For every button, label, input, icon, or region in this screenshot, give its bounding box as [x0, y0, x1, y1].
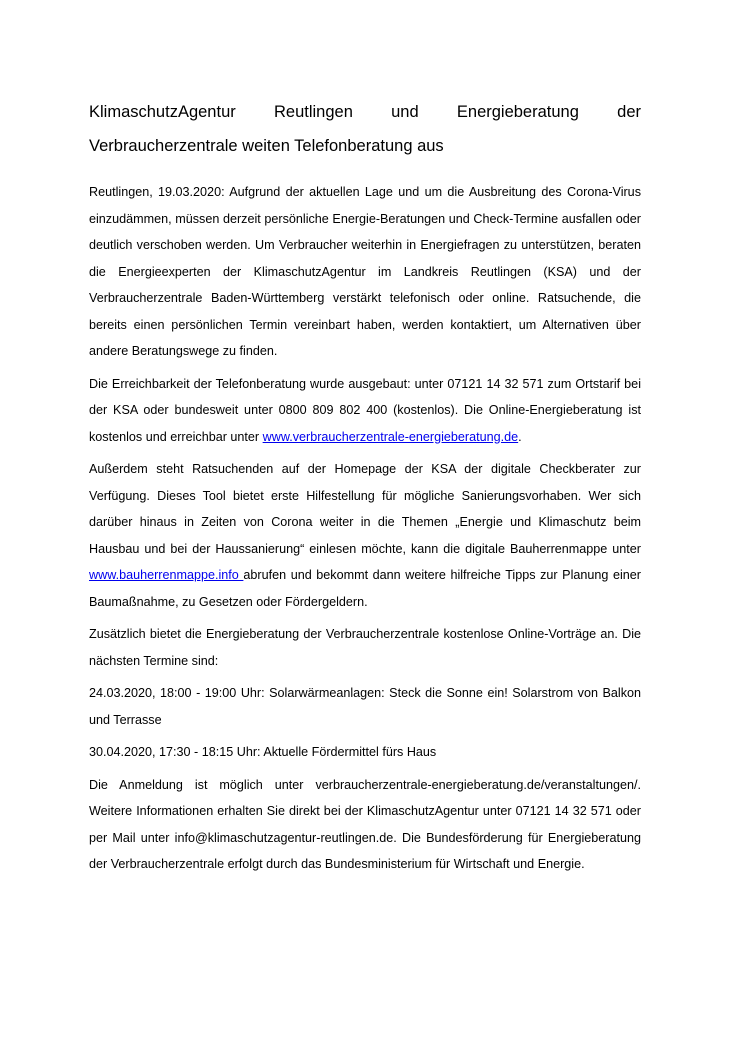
paragraph-online-vortraege: Zusätzlich bietet die Energieberatung der Verbraucherzentrale kostenlose Online-Vorträge an. Die nächsten Termine sind: — [89, 627, 641, 668]
title-line-1: KlimaschutzAgentur Reutlingen und Energieberatung der — [89, 103, 641, 121]
paragraph-phone — [89, 371, 641, 451]
link-energieberatung[interactable]: www.verbraucherzentrale-energieberatung.de — [262, 429, 519, 444]
title-line-2: Verbraucherzentrale weiten Telefonberatung aus — [89, 137, 444, 155]
paragraph-anmeldung: Die Anmeldung ist möglich unter verbraucherzentrale-energieberatung.de/veranstaltungen/. Weitere Informationen erhalten Sie direkt bei der KlimaschutzAgentur unter 07121 14 32 571 oder per Mail unter info@klimaschutzagentur-reutlingen.de. Die Bundesförderung für Energieberatung der Verbraucherzentrale erfolgt durch das Bundesministerium für Wirtschaft und Energie. — [89, 777, 641, 871]
event-date-1: 24.03.2020, 18:00 - 19:00 Uhr: Solarwärmeanlagen: Steck die Sonne ein! Solarstrom von Balkon und Terrasse — [89, 686, 641, 727]
paragraph-checkberater-text: Außerdem steht Ratsuchenden auf der Homepage der KSA der digitale Checkberater zur Verfügung. Dieses Tool bietet erste Hilfestellung für mögliche Sanierungsvorhaben. Wer sich darüber hinaus in Zeiten von Corona weiter in die Themen „Energie und Klimaschutz beim Hausbau und bei der Haussanierung“ einlesen möchte, kann die digitale Bauherrenmappe unter — [89, 462, 641, 556]
paragraph-intro: Reutlingen, 19.03.2020: Aufgrund der aktuellen Lage und um die Ausbreitung des Corona-Virus einzudämmen, müssen derzeit persönliche Energie-Beratungen und Check-Termine ausfallen oder deutlich verschoben werden. Um Verbraucher weiterhin in Energiefragen zu unterstützen, beraten die Energieexperten der KlimaschutzAgentur im Landkreis Reutlingen (KSA) und der Verbraucherzentrale Baden-Württemberg verstärkt telefonisch oder online. Ratsuchende, die bereits einen persönlichen Termin vereinbart haben, werden kontaktiert, um Alternativen über andere Beratungswege zu finden. — [89, 185, 641, 358]
event-date-2: 30.04.2020, 17:30 - 18:15 Uhr: Aktuelle Fördermittel fürs Haus — [89, 745, 437, 759]
link-bauherrenmappe[interactable]: www.bauherrenmappe.info — [89, 568, 244, 582]
paragraph-phone-text: Die Erreichbarkeit der Telefonberatung wurde ausgebaut: unter 07121 14 32 571 zum Ortstarif bei der KSA oder bundesweit unter 0800 809 802 400 (kostenlos). Die Online-Energieberatung ist kostenlos und erreichbar unter — [89, 376, 641, 444]
paragraph-phone-end: . — [518, 429, 522, 444]
paragraph-checkberater — [89, 456, 641, 615]
document-body — [89, 95, 641, 884]
paragraph-checkberater-end: abrufen und bekommt dann weitere hilfreiche Tipps zur Planung einer Baumaßnahme, zu Gesetzen oder Fördergeldern. — [89, 568, 641, 609]
page-title — [89, 95, 641, 163]
